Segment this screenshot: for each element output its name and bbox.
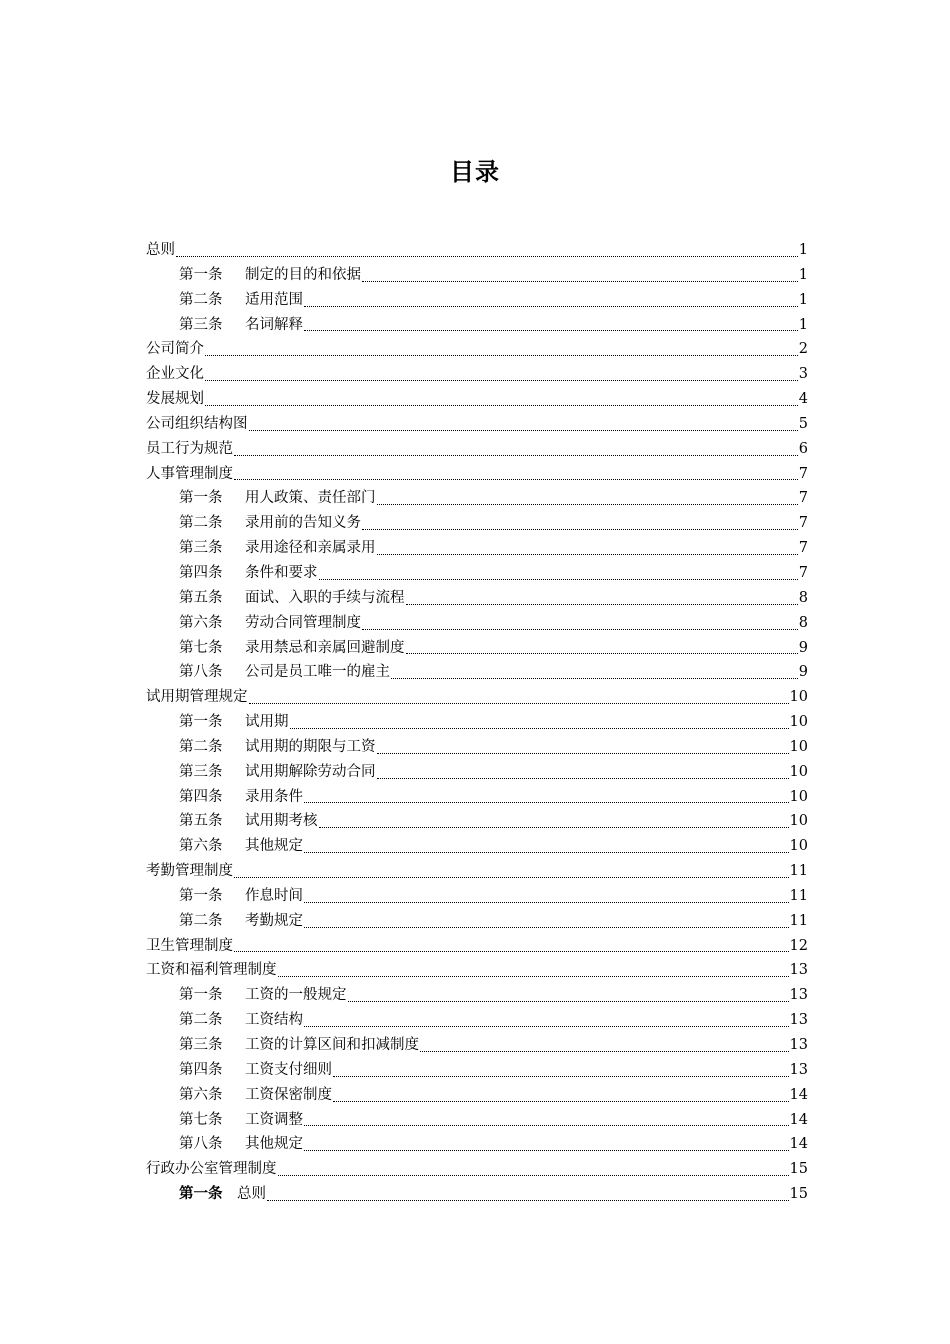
toc-article-number: 第四条 (179, 788, 223, 805)
toc-dot-leader (234, 455, 798, 456)
toc-article-number: 第五条 (179, 589, 223, 606)
toc-subentry[interactable] (146, 586, 808, 611)
toc-entry[interactable] (146, 362, 808, 387)
toc-subentry[interactable] (146, 263, 808, 288)
toc-page-number: 1 (798, 242, 808, 258)
toc-subentry[interactable] (146, 1182, 808, 1207)
toc-page-number: 8 (798, 614, 808, 631)
toc-entry-label (179, 1182, 266, 1207)
toc-entry-title: 其他规定 (245, 1136, 303, 1153)
toc-entry-title: 人事管理制度 (146, 465, 233, 482)
toc-page-number: 1 (798, 316, 808, 333)
toc-page-number: 12 (789, 937, 808, 954)
toc-page-number: 10 (789, 788, 808, 805)
toc-dot-leader (304, 902, 789, 903)
toc-entry-label (179, 785, 303, 810)
toc-entry-label (146, 934, 233, 959)
toc-entry-title: 工资保密制度 (245, 1086, 332, 1103)
toc-page-number: 7 (798, 540, 808, 557)
toc-page-number: 15 (789, 1186, 808, 1203)
toc-subentry[interactable] (146, 760, 808, 785)
toc-dot-leader (234, 951, 789, 952)
toc-entry-label (146, 412, 248, 437)
toc-subentry[interactable] (146, 486, 808, 511)
toc-dot-leader (249, 703, 789, 704)
toc-article-number: 第三条 (179, 316, 223, 333)
toc-dot-leader (348, 1001, 789, 1002)
toc-entry-title: 试用期解除劳动合同 (245, 763, 376, 780)
toc-subentry[interactable] (146, 834, 808, 859)
toc-page-number: 10 (789, 838, 808, 855)
toc-page-number: 15 (789, 1161, 808, 1178)
toc-article-number: 第二条 (179, 738, 223, 755)
toc-article-number: 第八条 (179, 1136, 223, 1153)
toc-entry[interactable] (146, 1157, 808, 1182)
toc-subentry[interactable] (146, 288, 808, 313)
toc-entry-title: 工资的一般规定 (245, 987, 347, 1004)
table-of-contents (146, 238, 808, 1207)
toc-page-number: 14 (789, 1136, 808, 1153)
toc-article-number: 第七条 (179, 1111, 223, 1128)
toc-article-number: 第二条 (179, 291, 223, 308)
toc-article-number: 第六条 (179, 1086, 223, 1103)
toc-dot-leader (304, 330, 798, 331)
toc-page-number: 10 (789, 738, 808, 755)
toc-subentry[interactable] (146, 983, 808, 1008)
toc-page-number: 10 (789, 714, 808, 731)
toc-article-number: 第三条 (179, 763, 223, 780)
toc-subentry[interactable] (146, 710, 808, 735)
toc-page-number: 7 (798, 465, 808, 482)
toc-page-number: 9 (798, 639, 808, 656)
toc-entry-title: 制定的目的和依据 (245, 266, 361, 283)
toc-entry-title: 工资的计算区间和扣减制度 (245, 1037, 419, 1053)
toc-dot-leader (304, 1150, 789, 1151)
toc-dot-leader (278, 1175, 789, 1176)
toc-page-number: 11 (789, 912, 808, 929)
toc-entry-title: 总则 (146, 242, 175, 258)
toc-entry-label (179, 735, 376, 760)
toc-entry[interactable] (146, 387, 808, 412)
toc-entry-label (179, 511, 361, 536)
toc-entry-label (146, 685, 248, 710)
toc-subentry[interactable] (146, 536, 808, 561)
toc-subentry[interactable] (146, 1083, 808, 1108)
toc-page-number: 13 (789, 1037, 808, 1053)
toc-entry-title: 考勤管理制度 (146, 863, 233, 880)
toc-dot-leader (205, 355, 798, 356)
toc-entry-title: 员工行为规范 (146, 440, 233, 457)
toc-dot-leader (377, 753, 789, 754)
toc-dot-leader (377, 554, 798, 555)
toc-entry-label (179, 1108, 303, 1133)
toc-dot-leader (304, 802, 789, 803)
toc-subentry[interactable] (146, 1058, 808, 1083)
toc-entry-title: 工资结构 (245, 1012, 303, 1029)
toc-entry-label (179, 611, 361, 636)
toc-entry-title: 公司组织结构图 (146, 415, 248, 432)
toc-entry-title: 试用期考核 (245, 813, 318, 830)
toc-entry-label (179, 760, 376, 785)
toc-dot-leader (304, 306, 798, 307)
toc-entry-label (179, 1058, 332, 1083)
toc-subentry[interactable] (146, 735, 808, 760)
toc-entry-label (146, 437, 233, 462)
toc-page-number: 13 (789, 1061, 808, 1078)
toc-page-number: 5 (798, 415, 808, 432)
toc-dot-leader (406, 604, 798, 605)
toc-entry-title: 条件和要求 (245, 564, 318, 581)
toc-entry-label (179, 983, 347, 1008)
toc-entry-title: 面试、入职的手续与流程 (245, 589, 405, 606)
toc-article-number: 第一条 (179, 714, 223, 731)
toc-entry-title: 行政办公室管理制度 (146, 1161, 277, 1178)
toc-entry-title: 卫生管理制度 (146, 937, 233, 954)
toc-entry-label (179, 834, 303, 859)
toc-page-number: 4 (798, 391, 808, 408)
toc-dot-leader (362, 529, 798, 530)
toc-entry-label (179, 263, 361, 288)
toc-subentry[interactable] (146, 511, 808, 536)
toc-subentry[interactable] (146, 660, 808, 685)
toc-article-number: 第八条 (179, 664, 223, 681)
toc-entry-label (146, 362, 204, 387)
toc-entry-title: 发展规划 (146, 391, 204, 408)
toc-page-number: 1 (798, 291, 808, 308)
toc-entry-title: 公司简介 (146, 341, 204, 358)
toc-subentry[interactable] (146, 1033, 808, 1058)
toc-entry-label (179, 1033, 419, 1058)
toc-entry-label (179, 288, 303, 313)
toc-entry-title: 录用禁忌和亲属回避制度 (245, 639, 405, 656)
toc-entry-label (179, 486, 376, 511)
toc-dot-leader (234, 479, 798, 480)
toc-entry-label (179, 809, 318, 834)
toc-entry-label (179, 561, 318, 586)
toc-entry-title: 名词解释 (245, 316, 303, 333)
toc-dot-leader (278, 976, 789, 977)
toc-page-number: 8 (798, 589, 808, 606)
toc-subentry[interactable] (146, 884, 808, 909)
toc-entry[interactable] (146, 412, 808, 437)
toc-dot-leader (333, 1076, 789, 1077)
toc-subentry[interactable] (146, 785, 808, 810)
toc-page-number: 11 (789, 887, 808, 904)
toc-dot-leader (362, 629, 798, 630)
toc-entry-title: 企业文化 (146, 366, 204, 383)
toc-entry-label (179, 1008, 303, 1033)
toc-entry-label (179, 586, 405, 611)
toc-entry-label (179, 710, 289, 735)
toc-page-number: 7 (798, 515, 808, 532)
toc-entry[interactable] (146, 685, 808, 710)
toc-entry[interactable] (146, 958, 808, 983)
toc-entry-label (179, 1083, 332, 1108)
toc-article-number: 第二条 (179, 1012, 223, 1029)
toc-entry-title: 工资调整 (245, 1111, 303, 1128)
toc-page-number: 13 (789, 987, 808, 1004)
toc-entry-title: 作息时间 (245, 887, 303, 904)
toc-subentry[interactable] (146, 1008, 808, 1033)
toc-dot-leader (420, 1051, 789, 1052)
toc-entry-title: 试用期 (245, 714, 289, 731)
toc-subentry[interactable] (146, 1132, 808, 1157)
toc-article-number: 第一条 (179, 887, 223, 904)
toc-entry-label (179, 536, 376, 561)
toc-dot-leader (391, 678, 798, 679)
toc-article-number: 第一条 (179, 1186, 223, 1203)
toc-page-number: 1 (798, 266, 808, 283)
toc-subentry[interactable] (146, 313, 808, 338)
toc-entry[interactable] (146, 337, 808, 362)
toc-dot-leader (176, 256, 798, 257)
toc-entry-title: 试用期的期限与工资 (245, 738, 376, 755)
toc-page-number: 14 (789, 1086, 808, 1103)
toc-page-number: 3 (798, 366, 808, 383)
toc-dot-leader (362, 281, 798, 282)
toc-dot-leader (304, 1026, 789, 1027)
toc-page-number: 13 (789, 1012, 808, 1029)
toc-entry-title: 录用前的告知义务 (245, 515, 361, 532)
toc-dot-leader (319, 579, 798, 580)
toc-subentry[interactable] (146, 1108, 808, 1133)
toc-entry[interactable] (146, 859, 808, 884)
toc-entry-title: 总则 (237, 1186, 266, 1203)
toc-dot-leader (234, 877, 789, 878)
toc-entry-label (146, 238, 175, 263)
toc-article-number: 第四条 (179, 564, 223, 581)
toc-entry-title: 试用期管理规定 (146, 689, 248, 706)
toc-entry-title: 适用范围 (245, 291, 303, 308)
toc-article-number: 第六条 (179, 614, 223, 631)
toc-dot-leader (304, 927, 789, 928)
toc-subentry[interactable] (146, 909, 808, 934)
toc-article-number: 第三条 (179, 1037, 223, 1053)
toc-dot-leader (267, 1200, 789, 1201)
toc-entry[interactable] (146, 238, 808, 263)
toc-subentry[interactable] (146, 611, 808, 636)
toc-article-number: 第一条 (179, 490, 223, 507)
toc-entry[interactable] (146, 462, 808, 487)
toc-dot-leader (304, 1125, 789, 1126)
toc-page-number: 7 (798, 564, 808, 581)
toc-entry-label (179, 313, 303, 338)
toc-entry-label (179, 636, 405, 661)
toc-entry-label (179, 1132, 303, 1157)
toc-dot-leader (249, 430, 798, 431)
toc-entry-label (146, 958, 277, 983)
toc-dot-leader (333, 1101, 789, 1102)
toc-page-number: 10 (789, 763, 808, 780)
toc-subentry[interactable] (146, 636, 808, 661)
toc-article-number: 第一条 (179, 266, 223, 283)
toc-dot-leader (205, 405, 798, 406)
toc-page-number: 6 (798, 440, 808, 457)
toc-entry-title: 工资支付细则 (245, 1061, 332, 1078)
toc-page-number: 11 (789, 863, 808, 880)
toc-article-number: 第二条 (179, 912, 223, 929)
toc-entry-title: 录用条件 (245, 788, 303, 805)
toc-article-number: 第一条 (179, 987, 223, 1004)
toc-subentry[interactable] (146, 561, 808, 586)
toc-subentry[interactable] (146, 809, 808, 834)
toc-entry-label (179, 884, 303, 909)
toc-dot-leader (377, 778, 789, 779)
toc-page-number: 14 (789, 1111, 808, 1128)
toc-dot-leader (290, 728, 789, 729)
toc-entry-label (146, 859, 233, 884)
toc-article-number: 第三条 (179, 540, 223, 557)
toc-dot-leader (377, 504, 798, 505)
toc-dot-leader (205, 380, 798, 381)
toc-article-number: 第二条 (179, 515, 223, 532)
toc-entry-label (179, 909, 303, 934)
toc-entry-title: 考勤规定 (245, 912, 303, 929)
toc-page-number: 2 (798, 341, 808, 358)
toc-entry[interactable] (146, 934, 808, 959)
toc-page-number: 9 (798, 664, 808, 681)
toc-entry-label (179, 660, 390, 685)
toc-entry-title: 其他规定 (245, 838, 303, 855)
toc-page-number: 10 (789, 813, 808, 830)
page-title: 目录 (450, 158, 500, 186)
toc-entry-title: 录用途径和亲属录用 (245, 540, 376, 557)
toc-entry-title: 工资和福利管理制度 (146, 962, 277, 979)
toc-page-number: 13 (789, 962, 808, 979)
toc-entry-title: 用人政策、责任部门 (245, 490, 376, 507)
toc-dot-leader (319, 827, 789, 828)
toc-page-number: 7 (798, 490, 808, 507)
toc-dot-leader (406, 653, 798, 654)
toc-entry-label (146, 387, 204, 412)
toc-article-number: 第七条 (179, 639, 223, 656)
toc-entry-label (146, 1157, 277, 1182)
toc-entry-title: 公司是员工唯一的雇主 (245, 664, 390, 681)
toc-entry-label (146, 337, 204, 362)
toc-dot-leader (304, 852, 789, 853)
toc-article-number: 第五条 (179, 813, 223, 830)
toc-entry-title: 劳动合同管理制度 (245, 614, 361, 631)
toc-entry-label (146, 462, 233, 487)
toc-page-number: 10 (789, 689, 808, 706)
toc-article-number: 第六条 (179, 838, 223, 855)
toc-entry[interactable] (146, 437, 808, 462)
toc-article-number: 第四条 (179, 1061, 223, 1078)
